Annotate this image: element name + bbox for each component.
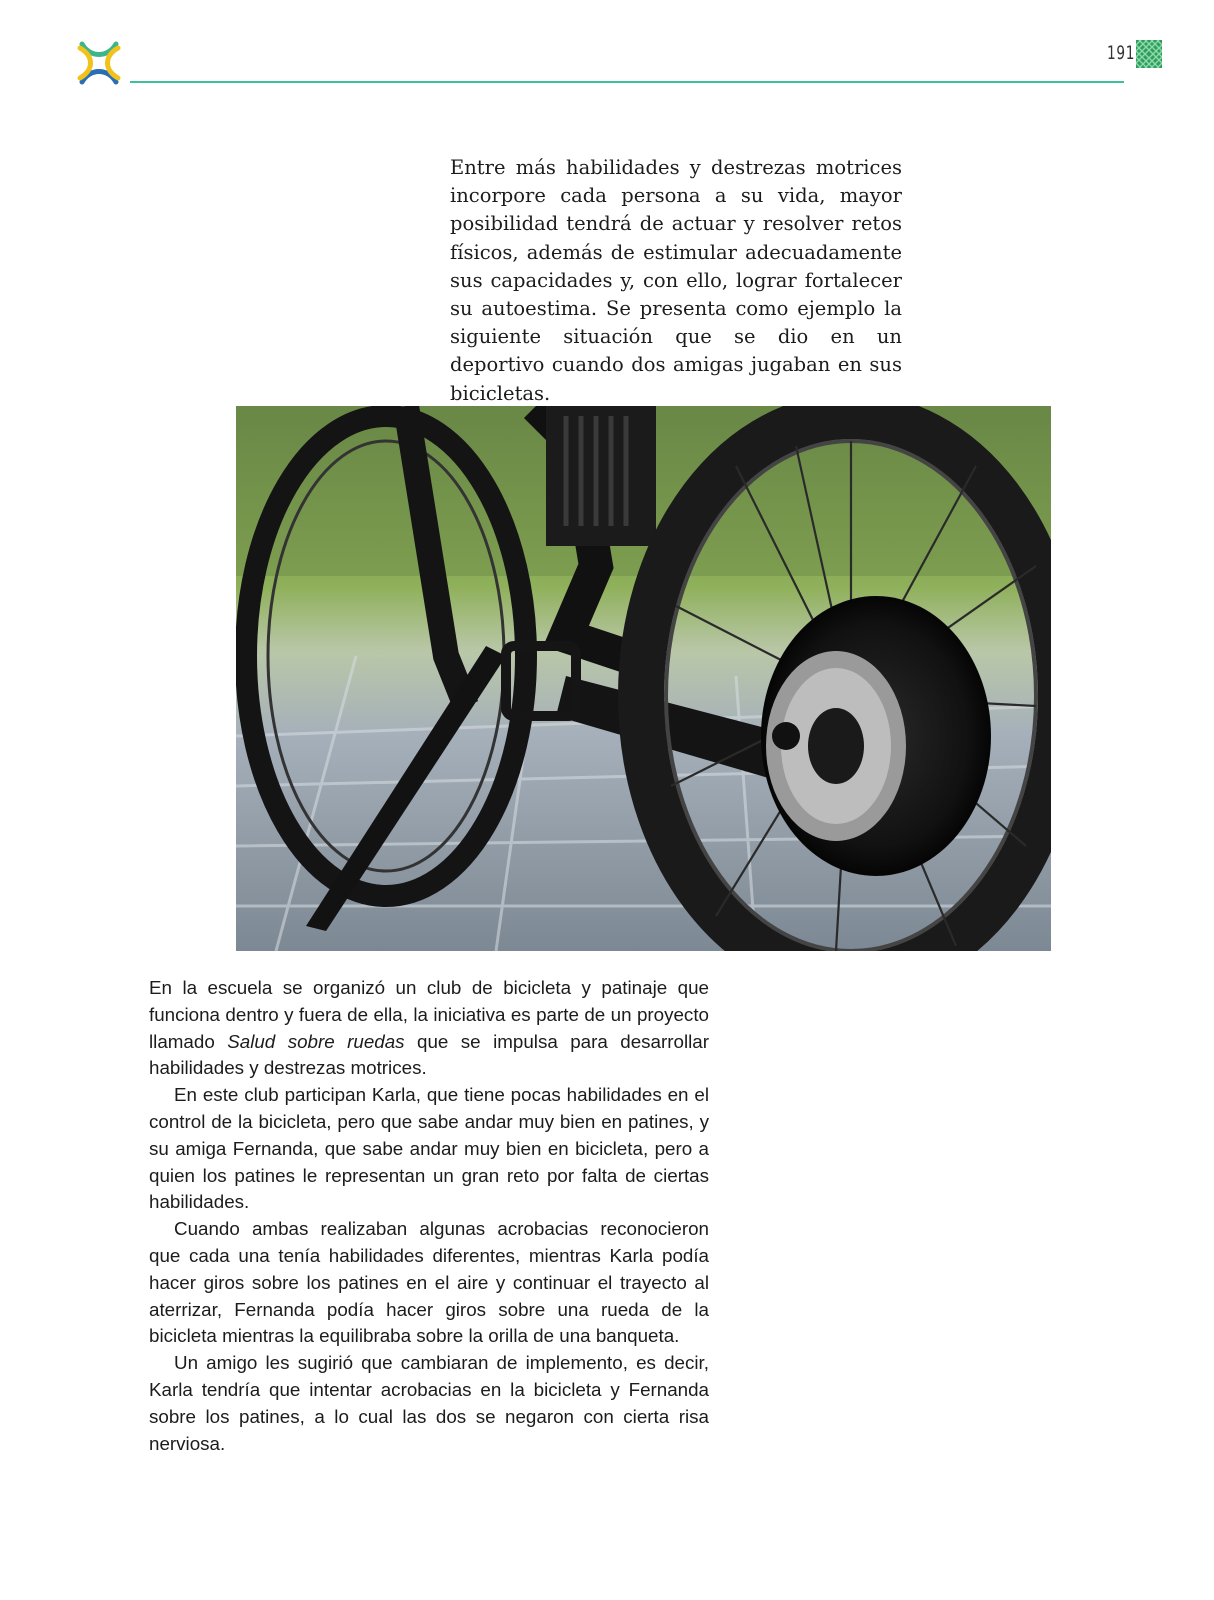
paragraph-suggestion: Un amigo les sugirió que cambiaran de implemento, es decir, Karla tendría que intentar acrobacias en la bicicleta y Fernanda sobre los patines, a lo cual las dos se negaron con cierta risa nerviosa. <box>149 1352 709 1454</box>
intro-paragraph: Entre más habilidades y destrezas motrices incorpore cada persona a su vida, mayor posibilidad tendrá de actuar y resolver retos físicos, además de estimular adecuadamente sus capacidades y, con ello, lograr fortalecer su autoestima. Se presenta como ejemplo la siguiente situación que se dio en un deportivo cuando dos amigas jugaban en sus bicicletas. <box>450 156 902 405</box>
project-name: Salud sobre ruedas <box>227 1030 405 1052</box>
header-rule <box>130 81 1124 83</box>
paragraph-club-end: que se impulsa para desarrollar habilidades y destrezas motrices. <box>149 1030 709 1079</box>
crossed-arcs-logo-icon <box>76 40 122 86</box>
paragraph-club <box>149 975 709 1082</box>
green-pattern-square-icon <box>1136 40 1162 68</box>
paragraph-participants: En este club participan Karla, que tiene pocas habilidades en el control de la bicicleta, pero que sabe andar muy bien en patines, y su amiga Fernanda, que sabe andar muy bien en bicicleta, pero a quien los patines le representan un gran reto por falta de ciertas habilidades. <box>149 1084 709 1213</box>
body-text <box>149 975 709 1457</box>
paragraph-club-start: En la escuela se organizó un club de bicicleta y patinaje que funciona dentro y fuera de ella, la iniciativa es parte de un proyecto llamado <box>149 977 709 1052</box>
paragraph-acrobatics: Cuando ambas realizaban algunas acrobacias reconocieron que cada una tenía habilidades diferentes, mientras Karla podía hacer giros sobre los patines en el aire y continuar el trayecto al aterrizar, Fernanda podía hacer giros sobre una rueda de la bicicleta mientras la equilibraba sobre la orilla de una banqueta. <box>149 1218 709 1347</box>
page-number: 191 <box>1106 42 1136 64</box>
electric-bicycle-photo <box>236 406 1051 951</box>
